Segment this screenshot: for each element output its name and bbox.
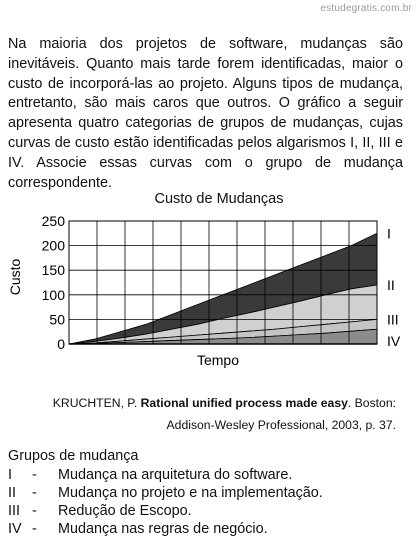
group-item <box>8 502 323 520</box>
group-dash: - <box>32 521 37 537</box>
citation <box>16 392 396 436</box>
group-item <box>8 466 323 484</box>
series-label: IV <box>387 333 401 350</box>
y-tick-label: 200 <box>41 237 65 254</box>
group-text: Mudança no projeto e na implementação. <box>58 485 323 501</box>
group-item <box>8 520 323 538</box>
y-tick-label: 0 <box>57 336 65 352</box>
y-axis-label: Custo <box>7 258 23 296</box>
series-label: III <box>387 311 399 328</box>
group-text: Redução de Escopo. <box>58 503 192 519</box>
y-tick-label: 150 <box>41 262 65 279</box>
group-item <box>8 484 323 502</box>
citation-title: Rational unified process made easy <box>140 396 348 410</box>
group-number: II <box>8 485 16 501</box>
group-number: I <box>8 467 12 483</box>
groups-heading: Grupos de mudança <box>8 448 139 464</box>
group-text: Mudança na arquitetura do software. <box>58 467 293 483</box>
citation-author: KRUCHTEN, P. <box>52 396 138 410</box>
group-number: IV <box>8 521 22 537</box>
group-text: Mudança nas regras de negócio. <box>58 521 268 537</box>
chart-title: Custo de Mudanças <box>154 191 284 207</box>
x-axis-label: Tempo <box>196 352 240 368</box>
group-dash: - <box>32 467 37 483</box>
question-text: Na maioria dos projetos de software, mudanças são inevitáveis. Quanto mais tarde forem identificadas, maior o custo de incorporá-las ao projeto. Alguns tipos de mudança, entretanto, são mais caros que outros. O gráfico a seguir apresenta quatro categorias de grupos de mudanças, cujas curvas de custo estão identificadas pelos algarismos I, II, III e IV. Associe essas curvas com o grupo de mudança correspondente. <box>8 36 403 191</box>
group-dash: - <box>32 485 37 501</box>
group-number: III <box>8 503 20 519</box>
series-label: I <box>387 225 391 242</box>
watermark: estudegratis.com.br <box>320 3 412 14</box>
citation-rest: . Boston: Addison-Wesley Professional, 2003, p. 37. <box>166 396 396 432</box>
y-tick-label: 50 <box>49 311 65 328</box>
y-tick-label: 250 <box>41 213 65 229</box>
series-label: II <box>387 276 395 293</box>
group-dash: - <box>32 503 37 519</box>
groups-list <box>8 466 323 538</box>
y-tick-label: 100 <box>41 286 65 303</box>
cost-chart <box>0 205 418 385</box>
